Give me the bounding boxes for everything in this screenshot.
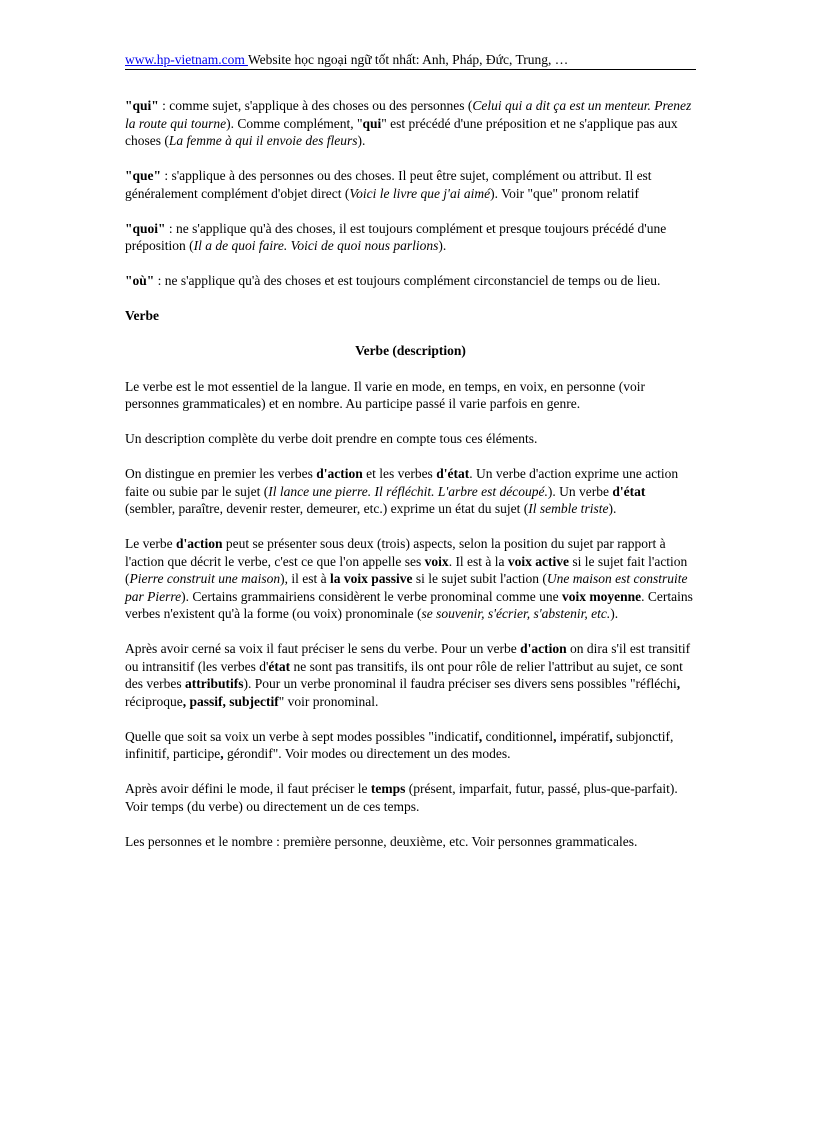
text: " voir pronominal. xyxy=(278,693,379,709)
example: Celui qui a dit ça est un menteur. Prenez la route qui tourne xyxy=(125,98,692,131)
section-heading-verbe: Verbe xyxy=(125,308,159,323)
text: ). xyxy=(610,606,619,621)
bold-term: attributifs xyxy=(184,676,244,691)
section-title-verbe-description: Verbe (description) xyxy=(355,343,466,358)
bold-term: temps xyxy=(370,781,406,796)
bold-term: , xyxy=(676,676,681,691)
text: (présent, imparfait, futur, passé, plus-que-parfait). Voir temps (du verbe) ou directement un de ces temps. xyxy=(125,781,678,814)
text: . Un verbe d'action exprime une action faite ou subie par le sujet ( xyxy=(125,466,679,499)
bold-term: voix moyenne xyxy=(562,588,642,604)
text: gérondif". Voir modes ou directement un des modes. xyxy=(223,746,511,761)
text: Après avoir cerné sa voix il faut préciser le sens du verbe. Pour un verbe xyxy=(125,641,521,656)
example: Voici le livre que j'ai aimé xyxy=(349,185,491,201)
text: Quelle que soit sa voix un verbe à sept modes possibles "indicatif xyxy=(125,728,479,744)
term-que: "que" xyxy=(125,168,161,183)
text: ). xyxy=(608,501,617,516)
bold-term: , passif, subjectif xyxy=(182,693,279,709)
text: et les verbes xyxy=(362,466,437,481)
bold-term: d'état xyxy=(436,466,470,481)
paragraph-ou xyxy=(125,272,696,290)
text: (sembler, paraître, devenir rester, demeurer, etc.) exprime un état du sujet ( xyxy=(125,501,529,516)
term-quoi: "quoi" xyxy=(125,220,166,236)
text: ). Un verbe xyxy=(547,483,613,499)
paragraph-que xyxy=(125,167,696,202)
text: ). xyxy=(357,133,366,148)
text: Le verbe xyxy=(125,536,176,551)
paragraph-sens xyxy=(125,640,696,710)
text: subjonctif, infinitif, participe xyxy=(125,728,674,761)
example: Une maison est construite par Pierre xyxy=(125,571,688,604)
text: ). Comme complément, " xyxy=(226,115,363,131)
paragraph-description: Un description complète du verbe doit prendre en compte tous ces éléments. xyxy=(125,431,538,446)
bold-term: d'action xyxy=(520,641,567,656)
text: : ne s'applique qu'à des choses et est toujours complément circonstanciel de temps ou de lieu. xyxy=(154,273,661,288)
bold-term: , xyxy=(553,728,557,744)
paragraph-quoi xyxy=(125,220,696,255)
paragraph-qui xyxy=(125,97,696,150)
bold-term: d'action xyxy=(316,466,363,481)
text: si le sujet subit l'action ( xyxy=(412,571,547,586)
text: Après avoir défini le mode, il faut préciser le xyxy=(125,781,371,796)
text: si le sujet fait l'action ( xyxy=(125,553,688,586)
text: impératif xyxy=(556,728,610,744)
example: se souvenir, s'écrier, s'abstenir, etc. xyxy=(421,606,611,621)
text: peut se présenter sous deux (trois) aspects, selon la position du sujet par rapport à l'action que décrit le verbe, c'est ce que l'on appelle ses xyxy=(125,536,666,569)
bold-term: voix xyxy=(424,553,449,569)
bold-term: la voix passive xyxy=(329,571,413,586)
example: La femme à qui il envoie des fleurs xyxy=(168,133,358,148)
bold-term: d'état xyxy=(612,483,646,499)
text: ), il est à xyxy=(280,571,330,586)
text: ). Pour un verbe pronominal il faudra préciser ses divers sens possibles "réfléchi xyxy=(243,676,677,691)
bold-term: voix active xyxy=(507,553,570,569)
example: Pierre construit une maison xyxy=(129,571,281,586)
page-header xyxy=(125,52,696,70)
bold-term: état xyxy=(268,658,291,674)
text: ). xyxy=(438,238,447,253)
paragraph-verbe-intro: Le verbe est le mot essentiel de la langue. Il varie en mode, en temps, en voix, en personne (voir personnes grammaticales) et en nombre. Au participe passé il varie parfois en genre. xyxy=(125,378,645,411)
example: Il a de quoi faire. Voici de quoi nous parlions xyxy=(193,238,439,253)
text: . Certains verbes n'existent qu'à la forme (ou voix) pronominale ( xyxy=(125,588,693,621)
bold-term: , xyxy=(609,728,613,744)
paragraph-modes xyxy=(125,728,696,763)
paragraph-action-etat xyxy=(125,465,696,518)
paragraph-voix xyxy=(125,535,696,623)
text: conditionnel xyxy=(482,728,554,744)
text: : s'applique à des personnes ou des choses. Il peut être sujet, complément ou attribut. Il est généralement complément d'objet direct ( xyxy=(125,168,652,201)
text: ne sont pas transitifs, ils ont pour rôle de relier l'attribut au sujet, ce sont des verbes xyxy=(125,658,683,691)
text: ). Certains grammairiens considèrent le verbe pronominal comme une xyxy=(181,588,562,604)
document-body xyxy=(125,97,696,868)
text: " est précédé d'une préposition et ne s'applique pas aux choses ( xyxy=(125,115,678,148)
term-qui-2: qui xyxy=(362,115,382,131)
text: : comme sujet, s'applique à des choses ou des personnes ( xyxy=(158,98,473,113)
paragraph-personnes: Les personnes et le nombre : première personne, deuxième, etc. Voir personnes grammaticales. xyxy=(125,833,638,849)
text: . Il est à la xyxy=(448,553,508,569)
site-link[interactable]: www.hp-vietnam.com xyxy=(125,52,248,67)
text: On distingue en premier les verbes xyxy=(125,466,317,481)
bold-term: d'action xyxy=(175,536,223,551)
text: : ne s'applique qu'à des choses, il est toujours complément et presque toujours précédé d'une préposition ( xyxy=(125,220,667,253)
term-qui: "qui" xyxy=(125,98,159,113)
text: ). Voir "que" pronom relatif xyxy=(490,185,639,201)
bold-term: , xyxy=(220,746,224,761)
paragraph-temps xyxy=(125,780,696,815)
text: réciproque xyxy=(125,693,183,709)
example: Il semble triste xyxy=(528,501,609,516)
header-tagline: Website học ngoại ngữ tốt nhất: Anh, Pháp, Đức, Trung, … xyxy=(247,52,569,67)
bold-term: , xyxy=(478,728,483,744)
example: Il lance une pierre. Il réfléchit. L'arbre est découpé. xyxy=(268,483,548,499)
text: on dira s'il est transitif ou intransitif (les verbes d' xyxy=(125,641,691,674)
term-ou: "où" xyxy=(125,273,155,288)
